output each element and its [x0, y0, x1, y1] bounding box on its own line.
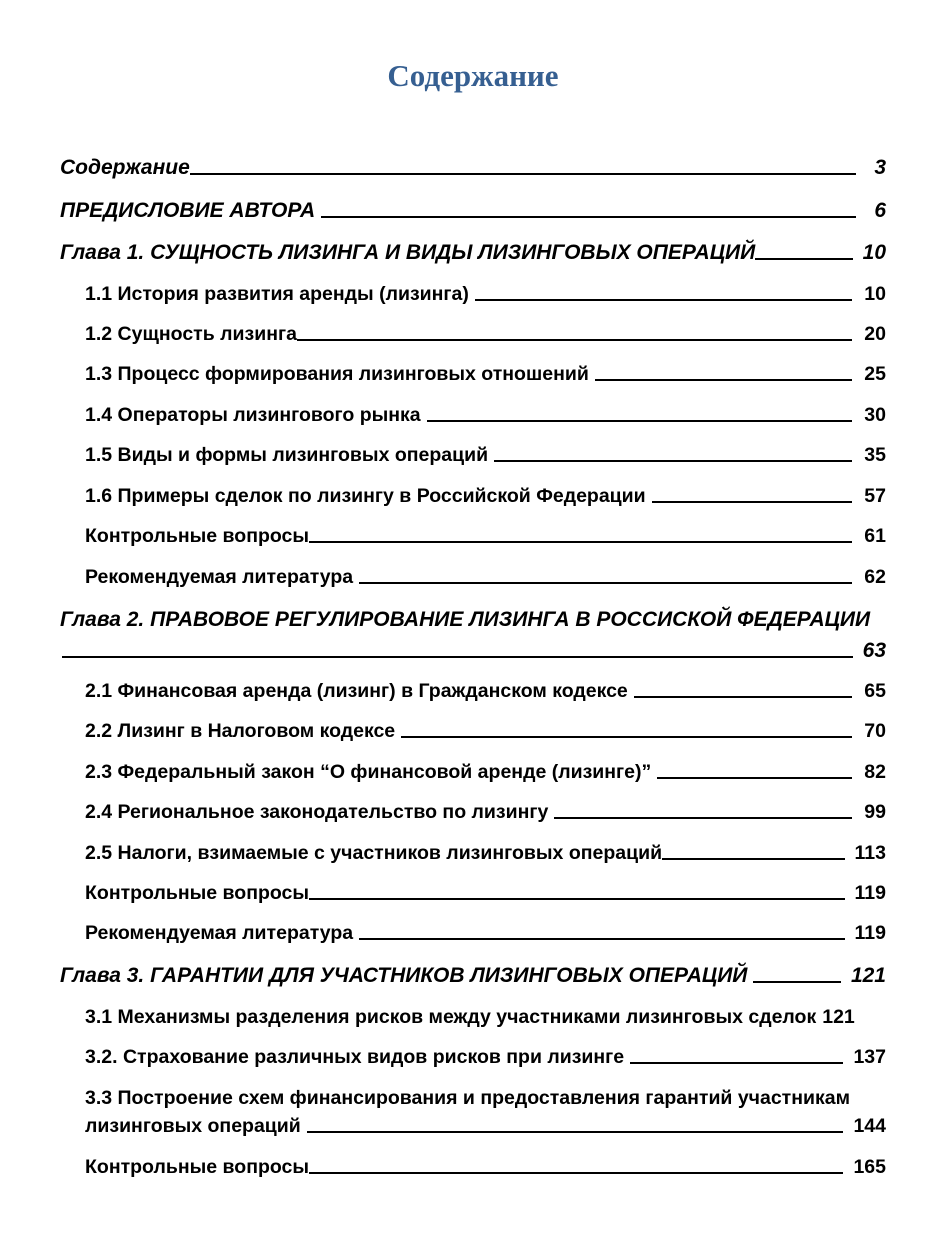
toc-entry-page: 25 [864, 363, 886, 385]
toc-entry-page: 62 [864, 566, 886, 588]
toc-entry-text: Рекомендуемая литература [85, 922, 354, 944]
toc-entry-text: 2.5 Налоги, взимаемые с участников лизинговых операций [85, 842, 663, 864]
toc-entry-page: 6 [874, 199, 886, 222]
toc-entry-page: 144 [853, 1115, 886, 1137]
toc-leader [309, 541, 852, 543]
toc-entry-text: Рекомендуемая литература [85, 566, 354, 588]
toc-entry-text: 3.1 Механизмы разделения рисков между участниками лизинговых сделок [85, 1006, 817, 1028]
toc-leader [755, 258, 852, 260]
toc-entry[interactable] [85, 561, 886, 589]
toc-entry[interactable] [60, 235, 886, 265]
toc-entry-text-continued: лизинговых операций [85, 1115, 301, 1137]
toc-leader [753, 981, 841, 983]
toc-entry-page: 82 [864, 761, 886, 783]
toc-leader [190, 173, 856, 175]
toc-leader [634, 696, 852, 698]
toc-leader [494, 460, 852, 462]
toc-entry[interactable] [85, 796, 886, 824]
toc-entry-page: 137 [853, 1046, 886, 1068]
toc-entry-page: 165 [853, 1156, 886, 1178]
toc-entry-page: 30 [864, 404, 886, 426]
toc-entry-text: Контрольные вопросы [85, 525, 310, 547]
toc-leader [307, 1131, 844, 1133]
toc-entry-page: 20 [864, 323, 886, 345]
toc-entry[interactable] [85, 1001, 886, 1029]
toc-entry[interactable] [60, 150, 886, 180]
toc-entry-text: 1.3 Процесс формирования лизинговых отношений [85, 363, 589, 385]
toc-leader [630, 1062, 843, 1064]
toc-leader [427, 420, 852, 422]
toc-entry-text: Контрольные вопросы [85, 882, 310, 904]
toc-leader [657, 777, 852, 779]
toc-leader [652, 501, 852, 503]
toc-entry-page: 10 [862, 241, 886, 264]
toc-entry[interactable] [85, 439, 886, 467]
toc-entry-page: 99 [864, 801, 886, 823]
toc-leader [554, 817, 852, 819]
toc-leader [62, 656, 853, 658]
toc-entry-page: 61 [864, 525, 886, 547]
toc-entry[interactable] [85, 520, 886, 548]
toc-entry-page: 63 [862, 639, 886, 662]
toc-leader [297, 339, 852, 341]
toc-entry[interactable] [60, 958, 886, 988]
toc-entry[interactable] [85, 399, 886, 427]
toc-entry[interactable] [85, 1151, 886, 1179]
toc-entry[interactable] [85, 756, 886, 784]
toc-entry-page: 10 [864, 283, 886, 305]
toc-leader [401, 736, 852, 738]
toc-entry[interactable] [85, 675, 886, 703]
toc-entry-text: Глава 3. ГАРАНТИИ ДЛЯ УЧАСТНИКОВ ЛИЗИНГОВЫХ ОПЕРАЦИЙ [60, 964, 748, 987]
toc-entry-text: 2.2 Лизинг в Налоговом кодексе [85, 720, 396, 742]
toc-entry[interactable] [85, 480, 886, 508]
toc-leader [359, 938, 844, 940]
toc-leader [359, 582, 852, 584]
toc-entry-text: ПРЕДИСЛОВИЕ АВТОРА [60, 199, 316, 222]
toc-entry[interactable] [85, 837, 886, 865]
toc-entry-page: 121 [822, 1006, 855, 1028]
toc-entry-wrapped-leader[interactable] [62, 633, 886, 663]
toc-entry-text: 2.1 Финансовая аренда (лизинг) в Гражданском кодексе [85, 680, 628, 702]
toc-entry-page: 65 [864, 680, 886, 702]
toc-leader [595, 379, 852, 381]
toc-entry[interactable] [85, 1041, 886, 1069]
toc-entry-wrapped-title[interactable] [60, 602, 886, 632]
toc-entry-text: Содержание [60, 156, 190, 179]
toc-entry-page: 113 [854, 842, 886, 864]
toc-entry-text: Глава 1. СУЩНОСТЬ ЛИЗИНГА И ВИДЫ ЛИЗИНГОВЫХ ОПЕРАЦИЙ [60, 241, 756, 264]
toc-entry-text: 3.2. Страхование различных видов рисков при лизинге [85, 1046, 625, 1068]
toc-entry-text: 1.1 История развития аренды (лизинга) [85, 283, 469, 305]
toc-leader [309, 1172, 843, 1174]
toc-entry-text: 1.5 Виды и формы лизинговых операций [85, 444, 489, 466]
toc-leader [475, 299, 852, 301]
toc-entry-wrapped-leader[interactable] [85, 1110, 886, 1138]
toc-entry-page: 119 [854, 882, 886, 904]
page-title: Содержание [387, 58, 559, 93]
toc-entry[interactable] [85, 715, 886, 743]
toc-entry[interactable] [85, 278, 886, 306]
toc-entry-wrapped-title[interactable] [85, 1082, 886, 1110]
toc-entry[interactable] [60, 193, 886, 223]
toc-entry-text: Контрольные вопросы [85, 1156, 310, 1178]
toc-entry-text: 1.6 Примеры сделок по лизингу в Российской Федерации [85, 485, 646, 507]
toc-entry[interactable] [85, 358, 886, 386]
toc-entry-text: 1.4 Операторы лизингового рынка [85, 404, 421, 426]
toc-entry-page: 70 [864, 720, 886, 742]
toc-leader [321, 216, 856, 218]
toc-leader [662, 858, 844, 860]
toc-entry-page: 35 [864, 444, 886, 466]
toc-entry[interactable] [85, 877, 886, 905]
toc-leader [309, 898, 845, 900]
toc-entry-page: 3 [874, 156, 886, 179]
toc-entry-page: 121 [850, 964, 886, 987]
toc-entry-text: Глава 2. ПРАВОВОЕ РЕГУЛИРОВАНИЕ ЛИЗИНГА В РОССИСКОЙ ФЕДЕРАЦИИ [60, 608, 871, 631]
toc-entry-text: 3.3 Построение схем финансирования и предоставления гарантий участникам [85, 1087, 851, 1109]
toc-entry-page: 57 [864, 485, 886, 507]
toc-entry-page: 119 [854, 922, 886, 944]
toc-entry-text: 2.3 Федеральный закон “О финансовой аренде (лизинге)” [85, 761, 652, 783]
toc-entry[interactable] [85, 917, 886, 945]
toc-entry[interactable] [85, 318, 886, 346]
toc-entry-text: 1.2 Сущность лизинга [85, 323, 297, 345]
toc-entry-text: 2.4 Региональное законодательство по лизингу [85, 801, 549, 823]
